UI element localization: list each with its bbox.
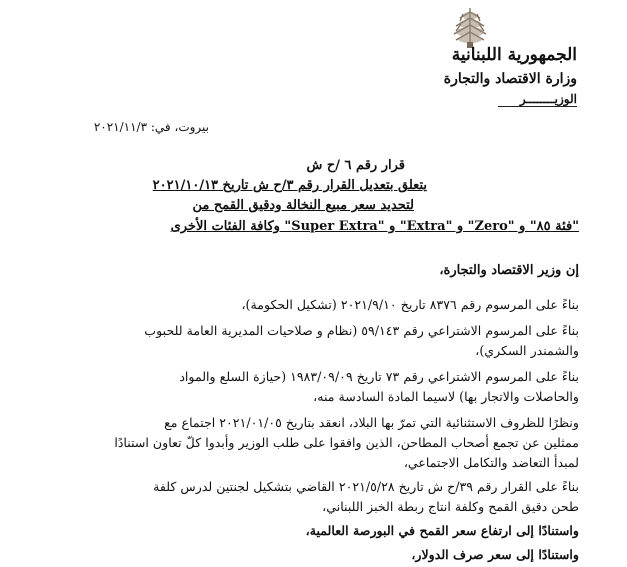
- paragraph-1: بناءً على المرسوم رقم ٨٣٧٦ تاريخ ٢٠٢١/٩/١٠ (تشكيل الحكومة)،: [241, 297, 579, 312]
- paragraph-7: واستنادًا إلى سعر صرف الدولار،: [411, 547, 579, 562]
- paragraph-5-line-2: طحن دقيق القمح وكلفة انتاج ربطة الخبز اللبناني،: [322, 499, 579, 514]
- decree-subject-line-2: لتحديد سعر مبيع النخالة ودقيق القمح من: [192, 198, 414, 213]
- minister-title: الوزيــــــــر: [519, 92, 577, 106]
- paragraph-3-line-2: والحاصلات والاتجار بها) لاسيما المادة السادسة منه،: [313, 389, 579, 404]
- decree-number: قرار رقم ٦ /ح ش: [306, 158, 405, 173]
- paragraph-4-line-3: لمبدأ التعاضد والتكامل الاجتماعي،: [403, 455, 579, 470]
- republic-name: الجمهورية اللبنانية: [451, 45, 577, 65]
- decree-date: بيروت، في: ٢٠٢١/١١/٣: [93, 120, 209, 134]
- minister-underline: [498, 106, 577, 107]
- paragraph-4-line-2: ممثلين عن تجمع أصحاب المطاحن، الذين وافقوا على طلب الوزير وأبدوا كلّ تعاون استنادًا: [114, 435, 579, 450]
- paragraph-6: واستنادًا إلى ارتفاع سعر القمح في البورصة العالمية،: [305, 523, 579, 538]
- paragraph-2-line-1: بناءً على المرسوم الاشتراعي رقم ٥٩/١٤٣ (نظام و صلاحيات المديرية العامة للحبوب: [144, 323, 579, 338]
- paragraph-3-line-1: بناءً على المرسوم الاشتراعي رقم ٧٣ تاريخ ١٩٨٣/٠٩/٠٩ (حيازة السلع والمواد: [179, 369, 579, 384]
- ministry-name: وزارة الاقتصاد والتجارة: [443, 71, 577, 87]
- paragraph-2-line-2: والشمندر السكري)،: [475, 343, 579, 358]
- paragraph-4-line-1: ونظرًا للظروف الاستثنائية التي تمرّ بها البلاد، انعقد بتاريخ ٢٠٢١/٠١/٠٥ اجتماع مع: [164, 415, 579, 430]
- paragraph-5-line-1: بناءً على القرار رقم ٣٩/ح ش تاريخ ٢٠٢١/٥/٢٨ القاضي بتشكيل لجنتين لدرس كلفة: [153, 479, 579, 494]
- preamble-opening: إن وزير الاقتصاد والتجارة،: [439, 263, 579, 278]
- decree-subject-line-1: يتعلق بتعديل القرار رقم ٣/ح ش تاريخ ٢٠٢١/١٠/١٣: [152, 178, 427, 193]
- decree-subject-line-3: "فئة ٨٥" و "Zero" و "Extra" و "Super Extra" وكافة الفئات الأخرى: [170, 219, 579, 234]
